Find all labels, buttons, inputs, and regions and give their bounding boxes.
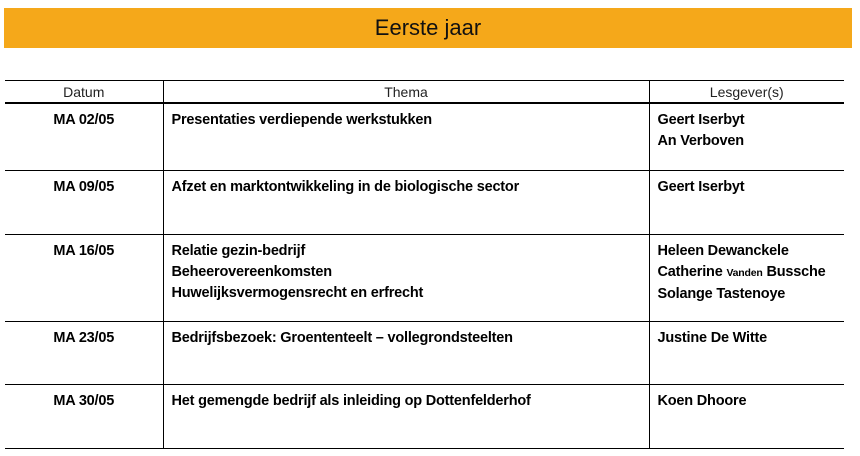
table-row xyxy=(5,322,844,385)
theme-cell xyxy=(163,235,649,322)
teacher-line: Koen Dhoore xyxy=(657,393,747,409)
teacher-cell xyxy=(649,235,844,322)
teacher-line-catherine xyxy=(658,262,837,284)
page-title: Eerste jaar xyxy=(374,15,482,40)
table-row xyxy=(5,235,844,322)
table-row xyxy=(5,171,844,235)
date-cell: MA 16/05 xyxy=(5,235,163,322)
theme-cell xyxy=(163,171,649,235)
teacher-cell xyxy=(649,322,844,385)
theme-line: Bedrijfsbezoek: Groententeelt – vollegrondsteelten xyxy=(171,330,513,346)
table-row xyxy=(5,103,844,171)
header-teacher: Lesgever(s) xyxy=(649,81,844,104)
header-row xyxy=(5,81,844,104)
date-cell: MA 02/05 xyxy=(5,103,163,171)
theme-line: Relatie gezin-bedrijf xyxy=(171,243,306,259)
teacher-cell xyxy=(649,385,844,449)
theme-line: Presentaties verdiepende werkstukken xyxy=(171,112,432,128)
teacher-middle-name: Vanden xyxy=(726,267,763,279)
theme-cell xyxy=(163,103,649,171)
theme-line: Beheerovereenkomsten xyxy=(171,264,332,280)
date-cell: MA 30/05 xyxy=(5,385,163,449)
header-date: Datum xyxy=(5,81,163,104)
table-row xyxy=(5,385,844,449)
theme-line: Het gemengde bedrijf als inleiding op Dottenfelderhof xyxy=(171,393,531,409)
teacher-line: Solange Tastenoye xyxy=(657,286,786,302)
teacher-line: An Verboven xyxy=(657,133,744,149)
header-theme: Thema xyxy=(163,81,649,104)
date-cell: MA 23/05 xyxy=(5,322,163,385)
schedule-table xyxy=(5,80,844,449)
teacher-line: Geert Iserbyt xyxy=(657,112,745,128)
theme-line: Afzet en marktontwikkeling in de biologische sector xyxy=(171,179,520,195)
teacher-line: Heleen Dewanckele xyxy=(657,243,789,259)
teacher-last-name: Bussche xyxy=(766,264,826,280)
teacher-line: Justine De Witte xyxy=(657,330,767,346)
teacher-cell xyxy=(649,103,844,171)
date-cell: MA 09/05 xyxy=(5,171,163,235)
teacher-line: Geert Iserbyt xyxy=(657,179,745,195)
page-title-banner xyxy=(4,8,852,48)
theme-line: Huwelijksvermogensrecht en erfrecht xyxy=(171,285,424,301)
teacher-first-name: Catherine xyxy=(657,264,723,280)
theme-cell xyxy=(163,385,649,449)
theme-cell xyxy=(163,322,649,385)
teacher-cell xyxy=(649,171,844,235)
